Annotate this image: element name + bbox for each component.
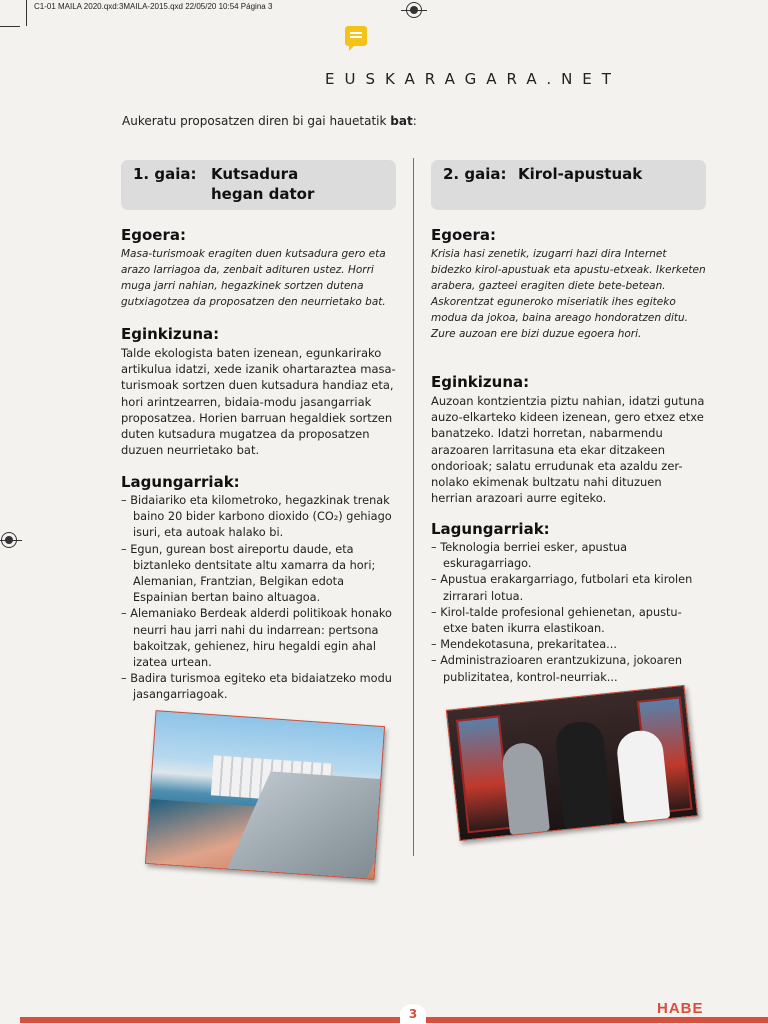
list-item: – Mendekotasuna, prekaritatea... <box>431 637 706 653</box>
print-slug: C1-01 MAILA 2020.qxd:3MAILA-2015.qxd 22/05/20 10:54 Página 3 <box>34 2 273 11</box>
crop-mark <box>26 0 27 26</box>
section-heading: Lagungarriak: <box>121 473 240 491</box>
hints-list <box>121 493 396 704</box>
photo-detail <box>554 720 613 829</box>
column-divider <box>413 158 414 856</box>
situation-section <box>431 226 706 342</box>
task-text: Talde ekologista baten izenean, egunkarirako artikulua idatzi, xede izanik ohartaraztea masa-turismoak sortzen duen kutsadura handiaz eta, hori arintzearren, bidaia-modu jasangarriak proposatzea. Horien barruan hegaldiek sortzen duten kutsadura mugatzea da proposatzen duzuen neurrietako bat. <box>121 346 396 458</box>
topic-header <box>431 160 706 210</box>
topic-title: Kirol-apustuak <box>518 165 643 183</box>
brand-logo: HABE <box>657 1000 704 1017</box>
list-item: – Bidaiariko eta kilometroko, hegazkinak trenak baino 20 bider karbono dioxido (CO₂) gehiago isuri, eta autoak halako bi. <box>121 493 396 542</box>
situation-text: Krisia hasi zenetik, izugarri hazi dira Internet bidezko kirol-apustuak eta apustu-etxeak. Ikerketen arabera, gazteei eragiten diete bete-betean. Askorentzat eguneroko miseriatik ihes egiteko modua da jokoa, baina areago hondoratzen ditu. Zure auzoan ere bizi duzue egoera hori. <box>431 248 706 340</box>
topic-title: Kutsadura <box>211 165 299 183</box>
task-section <box>431 373 706 506</box>
footer-bar <box>20 1017 768 1023</box>
chat-bubble-icon <box>345 26 367 46</box>
list-item: – Teknologia berriei esker, apustua eskuragarriago. <box>431 540 706 572</box>
hints-section <box>431 520 706 686</box>
hints-section <box>121 473 396 704</box>
topic-number: 1. gaia: <box>133 165 197 183</box>
situation-section <box>121 226 396 310</box>
instruction-text: Aukeratu proposatzen diren bi gai hauetatik bat: <box>122 114 417 128</box>
list-item: – Egun, gurean bost aireportu daude, eta biztanleko dentsitate altu xamarra da hori; Alemanian, Frantzian, Belgikan edota Espainian bertan baino altuagoa. <box>121 542 396 607</box>
topic-title-line2: hegan dator <box>211 185 315 203</box>
list-item: – Apustua erakargarriago, futbolari eta kirolen zirrarari lotua. <box>431 572 706 604</box>
section-heading: Egoera: <box>431 226 496 244</box>
list-item: – Administrazioaren erantzukizuna, jokoaren publizitatea, kontrol-neurriak... <box>431 653 706 685</box>
crop-mark <box>0 26 20 27</box>
topic-header <box>121 160 396 210</box>
photo-detail <box>501 741 550 835</box>
list-item: – Alemaniako Berdeak alderdi politikoak honako neurri hau jarri nahi du indarrean: pertsona bakoitzak, gehienez, hiru hegaldi egin ahal izatea urtean. <box>121 606 396 671</box>
section-heading: Eginkizuna: <box>121 325 220 343</box>
list-item: – Kirol-talde profesional gehienetan, apustu-etxe baten ikurra elastikoan. <box>431 605 706 637</box>
site-title: EUSKARAGARA.NET <box>325 70 621 88</box>
list-item: – Badira turismoa egiteko eta bidaiatzeko modu jasangarriagoak. <box>121 671 396 703</box>
topic-1 <box>121 160 396 702</box>
section-heading: Lagungarriak: <box>431 520 550 538</box>
registration-mark-icon <box>406 2 422 18</box>
betting-shop-photo <box>446 685 698 841</box>
topic-2 <box>431 160 706 684</box>
section-heading: Eginkizuna: <box>431 373 530 391</box>
section-heading: Egoera: <box>121 226 186 244</box>
page-number: 3 <box>400 1004 426 1024</box>
topic-number: 2. gaia: <box>443 165 507 183</box>
situation-text: Masa-turismoak eragiten duen kutsadura gero eta arazo larriagoa da, zenbait adituren ustez. Horri muga jarri nahian, hegazkinek sortzen dutena gutxiagotzea da proposatzen den neurrietako bat. <box>121 248 386 308</box>
task-text: Auzoan kontzientzia piztu nahian, idatzi gutuna auzo-elkarteko kideen izenean, gero etxez etxe banatzeko. Idatzi horretan, nabarmendu arazoaren larritasuna eta ekar ditzakeen ondorioak; salatu errudunak eta azaldu zer-nolako ekimenak bultzatu nahi dituzuen herrian arazoari aurre egiteko. <box>431 394 705 506</box>
task-section <box>121 325 396 458</box>
hints-list <box>431 540 706 686</box>
registration-mark-icon <box>1 532 17 548</box>
beach-aerial-photo <box>145 710 385 880</box>
